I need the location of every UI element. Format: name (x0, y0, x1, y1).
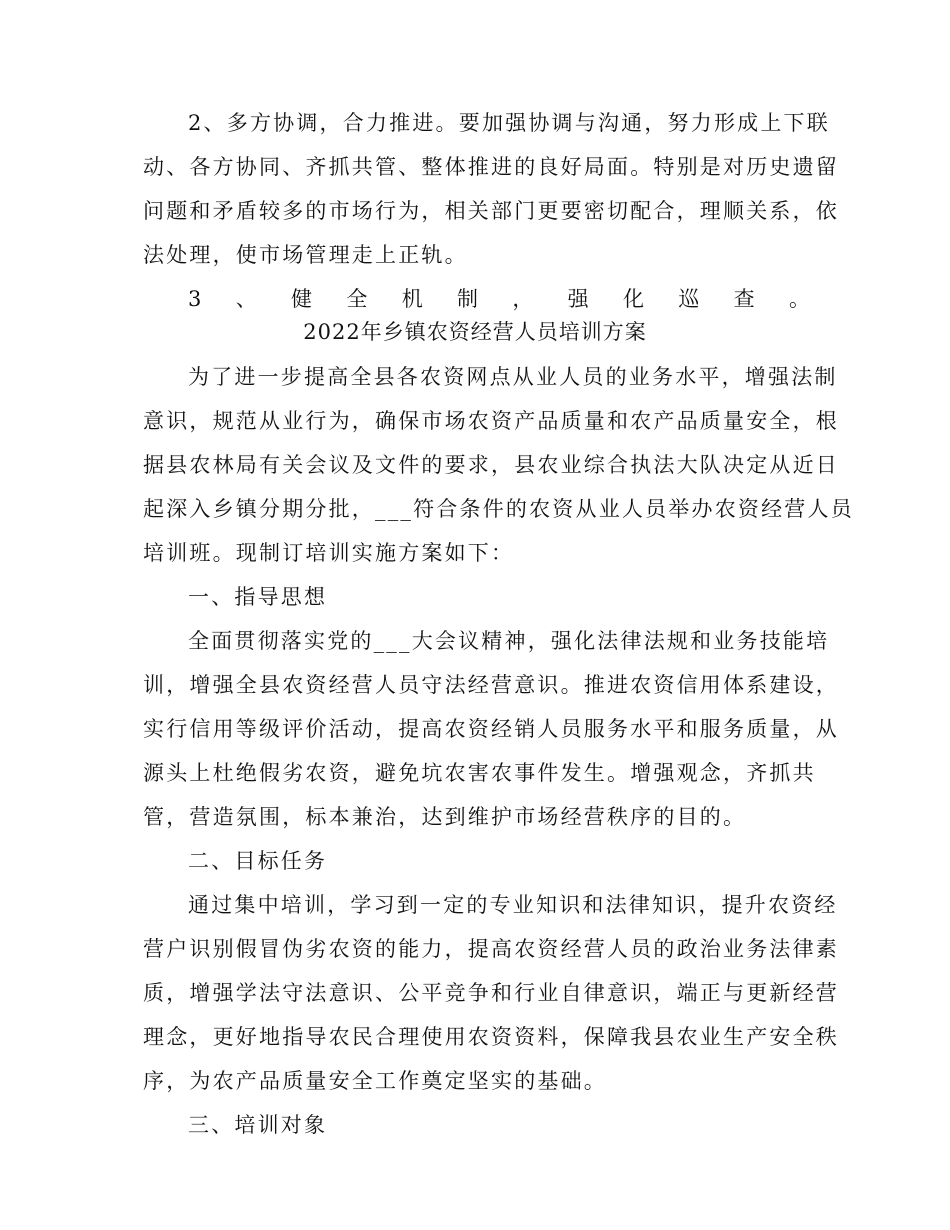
para3-heading (188, 284, 810, 314)
intro-line-4: 起深入乡镇分期分批，___符合条件的农资从业人员举办农资经营人员 (143, 497, 854, 521)
para3-char: 3 (188, 287, 202, 311)
section2-line-2: 营户识别假冒伪劣农资的能力，提高农资经营人员的政治业务法律素 (143, 937, 839, 961)
section2-line-1: 通过集中培训，学习到一定的专业知识和法律知识，提升农资经 (188, 893, 838, 917)
para3-char: 巡 (678, 287, 700, 311)
para3-char: 健 (291, 287, 313, 311)
document-title: 2022年乡镇农资经营人员培训方案 (303, 320, 647, 344)
para3-char: 制 (457, 287, 479, 311)
para2-line-3: 问题和矛盾较多的市场行为，相关部门更要密切配合，理顺关系，依 (143, 199, 839, 223)
para3-char: 化 (623, 287, 644, 311)
para2-line-4: 法处理，使市场管理走上正轨。 (143, 243, 468, 267)
para3-char: 查 (733, 287, 755, 311)
para3-char: ， (512, 287, 534, 311)
intro-line-5: 培训班。现制订培训实施方案如下： (143, 541, 515, 565)
heading-trainees: 三、培训对象 (188, 1113, 328, 1137)
para2-line-2: 动、各方协同、齐抓共管、整体推进的良好局面。特别是对历史遗留 (143, 155, 839, 179)
para2-line-1: 2、多方协调，合力推进。要加强协调与沟通，努力形成上下联 (188, 111, 830, 135)
para3-char: 、 (235, 287, 257, 311)
section2-line-4: 理念，更好地指导农民合理使用农资资料，保障我县农业生产安全秩 (143, 1025, 839, 1049)
intro-line-3: 据县农林局有关会议及文件的要求，县农业综合执法大队决定从近日 (143, 453, 839, 477)
section2-line-5: 序，为农产品质量安全工作奠定坚实的基础。 (143, 1069, 607, 1093)
intro-line-2: 意识，规范从业行为，确保市场农资产品质量和农产品质量安全，根 (143, 409, 839, 433)
section1-line-1: 全面贯彻落实党的___大会议精神，强化法律法规和业务技能培 (188, 629, 830, 653)
para3-char: 机 (401, 287, 423, 311)
para3-char: 强 (567, 287, 589, 311)
heading-guiding-ideology: 一、指导思想 (188, 585, 328, 609)
section1-line-2: 训，增强全县农资经营人员守法经营意识。推进农资信用体系建设， (143, 673, 839, 697)
section2-line-3: 质，增强学法守法意识、公平竞争和行业自律意识，端正与更新经营 (143, 981, 839, 1005)
section1-line-4: 源头上杜绝假劣农资，避免坑农害农事件发生。增强观念，齐抓共 (143, 761, 816, 785)
section1-line-3: 实行信用等级评价活动，提高农资经销人员服务水平和服务质量，从 (143, 717, 839, 741)
para3-char: 全 (346, 287, 368, 311)
section1-line-5: 管，营造氛围，标本兼治，达到维护市场经营秩序的目的。 (143, 805, 747, 829)
para3-char: 。 (788, 287, 810, 311)
intro-line-1: 为了进一步提高全县各农资网点从业人员的业务水平，增强法制 (188, 365, 838, 389)
heading-goals: 二、目标任务 (188, 849, 328, 873)
